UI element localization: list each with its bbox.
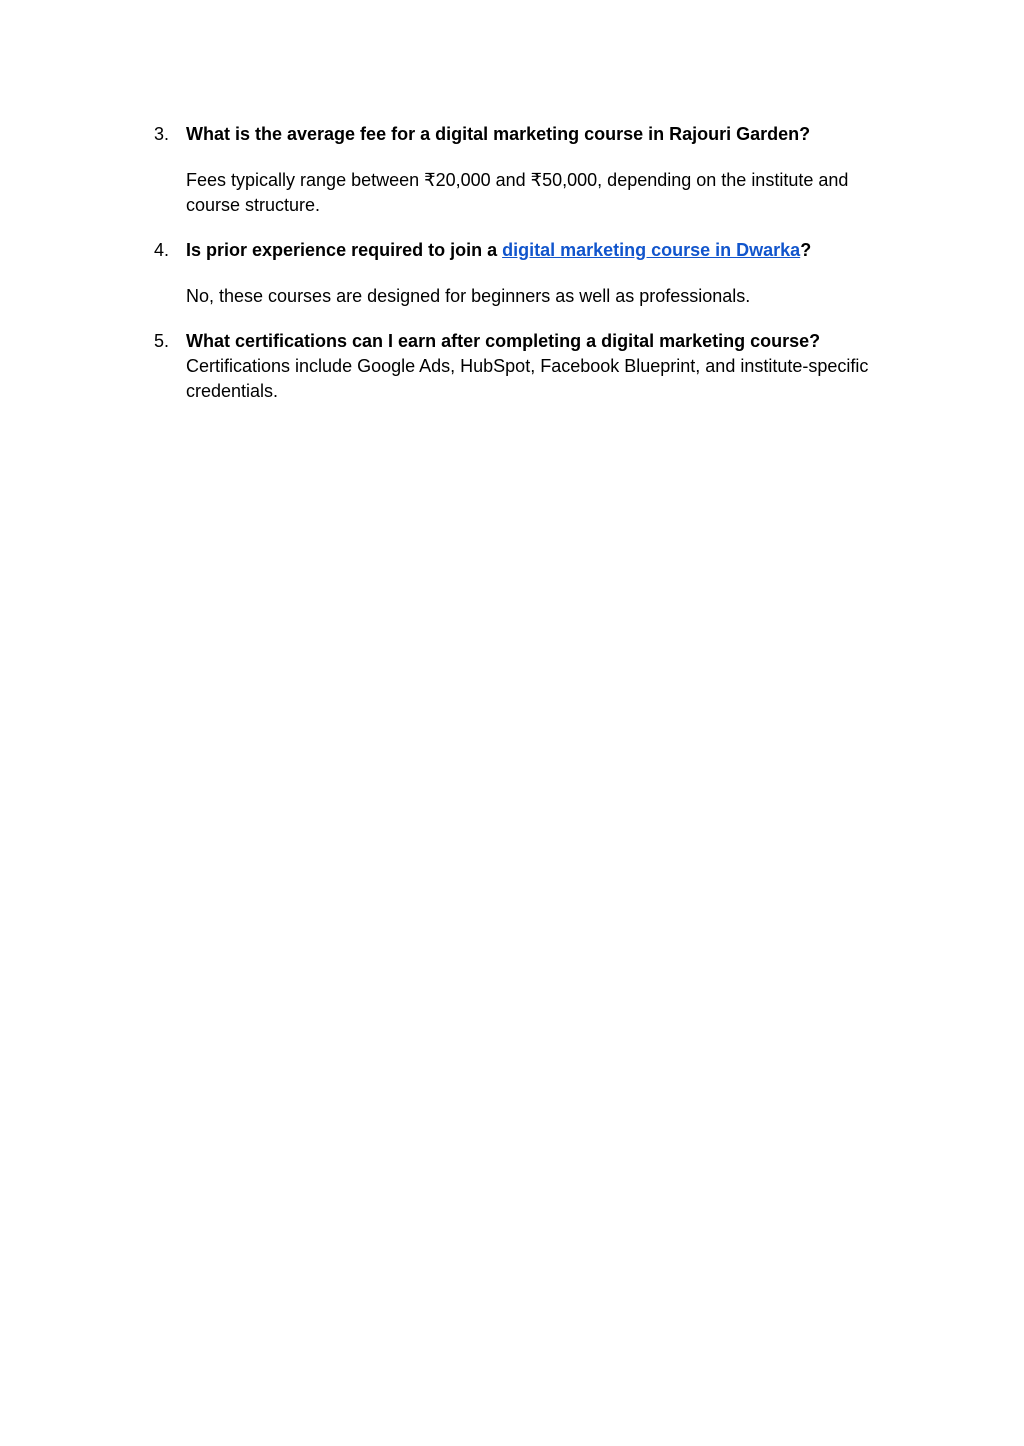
faq-body [186,238,894,309]
faq-question-text: Is prior experience required to join a [186,240,503,260]
faq-number: 4. [154,240,170,260]
dwarka-course-link[interactable]: digital marketing course in Dwarka [502,240,801,260]
faq-number: 3. [154,124,170,144]
faq-answer: Fees typically range between ₹20,000 and ₹50,000, depending on the institute and course structure. [186,170,849,215]
faq-question: What certifications can I earn after completing a digital marketing course? [186,331,821,351]
faq-body [186,122,894,218]
faq-question [186,238,894,263]
faq-answer: No, these courses are designed for beginners as well as professionals. [186,286,751,306]
faq-question: What is the average fee for a digital marketing course in Rajouri Garden? [186,124,811,144]
faq-number: 5. [154,331,170,351]
faq-question-mark: ? [800,240,812,260]
faq-body [186,329,894,404]
faq-answer: Certifications include Google Ads, HubSpot, Facebook Blueprint, and institute-specific credentials. [186,356,869,401]
